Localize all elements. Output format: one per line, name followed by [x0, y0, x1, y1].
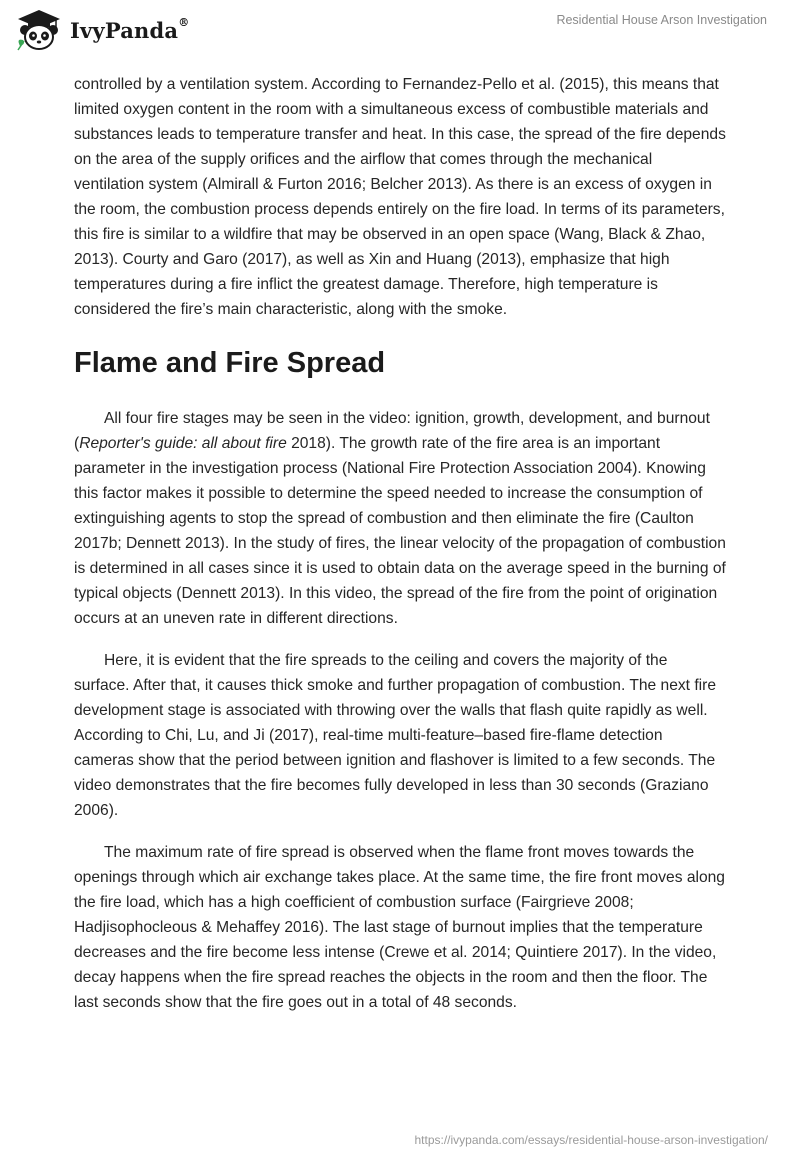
page-header	[0, 0, 800, 70]
paragraph-max-rate: The maximum rate of fire spread is observed when the flame front moves towards the openings through which air exchange takes place. At the same time, the fire front moves along the fire load, which has a high coefficient of combustion surface (Fairgrieve 2008; Hadjisophocleous & Mehaffey 2016). The last stage of burnout implies that the temperature decreases and the fire become less intense (Crewe et al. 2014; Quintiere 2017). In the video, decay happens when the fire spread reaches the objects in the room and then the floor. The last seconds show that the fire goes out in a total of 48 seconds.	[74, 844, 725, 1011]
panda-graduate-icon	[14, 8, 64, 52]
paragraph-fire-stages: All four fire stages may be seen in the video: ignition, growth, development, and burnout (Reporter's guide: all about fire 2018). The growth rate of the fire area is an important parameter in the investigation process (National Fire Protection Association 2004). Knowing this factor makes it possible to determine the speed needed to increase the consumption of extinguishing agents to stop the spread of combustion and then eliminate the fire (Caulton 2017b; Dennett 2013). In the study of fires, the linear velocity of the propagation of combustion is determined in all cases since it is used to obtain data on the average speed in the burning of typical objects (Dennett 2013). In this video, the spread of the fire from the point of origination occurs at an uneven rate in different directions.	[74, 410, 726, 627]
essay-body	[74, 72, 726, 1015]
source-url[interactable]: https://ivypanda.com/essays/residential-house-arson-investigation/	[414, 1133, 768, 1147]
cited-title: Reporter's guide: all about fire	[79, 435, 287, 452]
document-title: Residential House Arson Investigation	[556, 13, 767, 27]
section-heading: Flame and Fire Spread	[74, 347, 386, 379]
brand-name: IvyPanda®	[70, 15, 190, 43]
brand-logo[interactable]	[14, 8, 189, 52]
intro-paragraph: controlled by a ventilation system. According to Fernandez-Pello et al. (2015), this means that limited oxygen content in the room with a simultaneous excess of combustible materials and substances leads to temperature transfer and heat. In this case, the spread of the fire depends on the area of the supply orifices and the airflow that comes through the mechanical ventilation system (Almirall & Furton 2016; Belcher 2013). As there is an excess of oxygen in the room, the combustion process depends entirely on the fire load. In terms of its parameters, this fire is similar to a wildfire that may be observed in an open space (Wang, Black & Zhao, 2013). Courty and Garo (2017), as well as Xin and Huang (2013), emphasize that high temperatures during a fire inflict the greatest damage. Therefore, high temperature is considered the fire’s main characteristic, along with the smoke.	[74, 76, 726, 318]
paragraph-ceiling-spread: Here, it is evident that the fire spreads to the ceiling and covers the majority of the surface. After that, it causes thick smoke and further propagation of combustion. The next fire development stage is associated with throwing over the walls that flash quite rapidly as well. According to Chi, Lu, and Ji (2017), real-time multi-feature–based fire-flame detection cameras show that the period between ignition and flashover is limited to a few seconds. The video demonstrates that the fire becomes fully developed in less than 30 seconds (Graziano 2006).	[74, 652, 716, 819]
registered-mark: ®	[178, 15, 190, 29]
